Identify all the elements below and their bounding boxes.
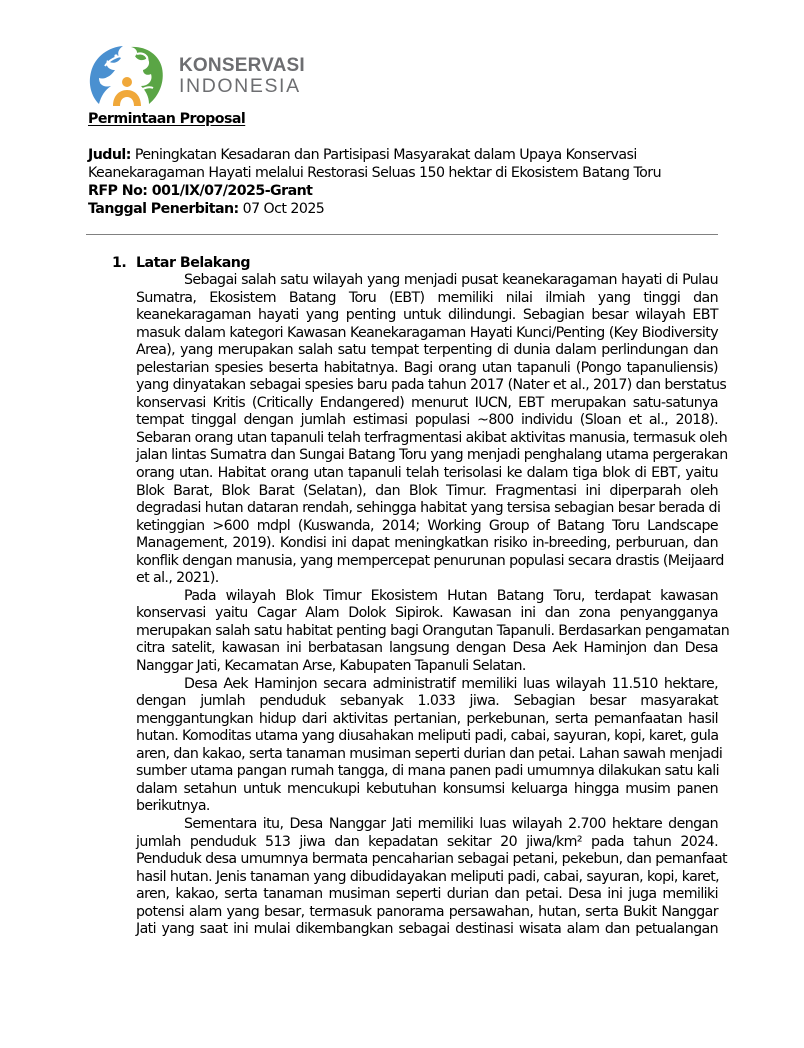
organization-logo <box>87 44 305 110</box>
paragraph-line: aren, kakao, serta tanaman musiman seperti durian dan petai. Desa ini juga memiliki <box>136 886 718 903</box>
logo-text-indonesia: INDONESIA <box>179 75 301 97</box>
paragraph-line: Jati yang saat ini mulai dikembangkan sebagai destinasi wisata alam dan petualangan <box>136 921 718 938</box>
paragraph-line: hutan. Komoditas utama yang diusahakan meliputi padi, cabai, sayuran, kopi, karet, gula <box>136 728 719 745</box>
paragraph-line: Sumatra, Ekosistem Batang Toru (EBT) memiliki nilai ilmiah yang tinggi dan <box>136 289 718 306</box>
paragraph-line: tempat tinggal dengan jumlah estimasi populasi ~800 individu (Sloan et al., 2018). <box>136 412 718 429</box>
paragraph-line: Sebagai salah satu wilayah yang menjadi pusat keanekaragaman hayati di Pulau <box>184 272 718 288</box>
section-body <box>136 272 730 939</box>
title-label: Judul: <box>88 147 131 163</box>
paragraph-line: jumlah penduduk 513 jiwa dan kepadatan sekitar 20 jiwa/km² pada tahun 2024. <box>136 833 718 850</box>
section-number: 1. <box>112 255 127 271</box>
rfp-number: RFP No: 001/IX/07/2025-Grant <box>88 183 313 199</box>
paragraph-line: konservasi yaitu Cagar Alam Dolok Sipirok. Kawasan ini dan zona penyangganya <box>136 605 718 622</box>
paragraph-line: yang dinyatakan sebagai spesies baru pada tahun 2017 (Nater et al., 2017) dan berstatus <box>136 377 727 394</box>
paragraph-line: jalan lintas Sumatra dan Sungai Batang Toru yang menjadi penghalang utama pergerakan <box>136 447 728 464</box>
paragraph-line: Management, 2019). Kondisi ini dapat meningkatkan risiko in-breeding, perburuan, dan <box>136 535 718 552</box>
title-line-2: Keanekaragaman Hayati melalui Restorasi Seluas 150 hektar di Ekosistem Batang Toru <box>88 165 662 181</box>
section-title: Latar Belakang <box>136 255 251 271</box>
paragraph-line: degradasi hutan dataran rendah, sehingga habitat yang tersisa sebagian besar berada di <box>136 500 721 517</box>
paragraph-line: Nanggar Jati, Kecamatan Arse, Kabupaten Tapanuli Selatan. <box>136 658 526 675</box>
document-type-heading: Permintaan Proposal <box>88 111 246 127</box>
paragraph-line: pelestarian spesies beserta habitatnya. Bagi orang utan tapanuli (Pongo tapanuliensis) <box>136 359 718 376</box>
paragraph-line: hasil hutan. Jenis tanaman yang dibudidayakan meliputi padi, cabai, sayuran, kopi, karet, <box>136 868 720 885</box>
issue-date-label: Tanggal Penerbitan: <box>88 201 239 217</box>
paragraph-line: sumber utama pangan rumah tangga, di mana panen padi umumnya dilakukan satu kali <box>136 763 719 780</box>
paragraph-line: Blok Barat, Blok Barat (Selatan), dan Blok Timur. Fragmentasi ini diperparah oleh <box>136 482 718 499</box>
paragraph-line: konservasi Kritis (Critically Endangered) menurut IUCN, EBT merupakan satu-satunya <box>136 394 718 411</box>
paragraph-line: Desa Aek Haminjon secara administratif memiliki luas wilayah 11.510 hektare, <box>184 675 718 692</box>
paragraph-line: Sementara itu, Desa Nanggar Jati memiliki luas wilayah 2.700 hektare dengan <box>184 815 718 832</box>
issue-date <box>88 200 728 218</box>
paragraph-line: orang utan. Habitat orang utan tapanuli telah terisolasi ke dalam tiga blok di EBT, yaitu <box>136 465 718 482</box>
konservasi-emblem-icon <box>87 44 167 110</box>
paragraph-line: Pada wilayah Blok Timur Ekosistem Hutan Batang Toru, terdapat kawasan <box>184 587 718 604</box>
paragraph-line: berikutnya. <box>136 798 210 815</box>
paragraph-line: masuk dalam kategori Kawasan Keanekaragaman Hayati Kunci/Penting (Key Biodiversity <box>136 324 718 341</box>
paragraph-line: Area), yang merupakan salah satu tempat terpenting di dunia dalam perlindungan dan <box>136 342 718 359</box>
logo-wordmark <box>179 56 305 97</box>
paragraph-line: dalam setahun untuk mencukupi kebutuhan konsumsi keluarga hingga musim panen <box>136 780 718 797</box>
paragraph-line: dengan jumlah penduduk sebanyak 1.033 jiwa. Sebagian besar masyarakat <box>136 693 718 710</box>
title-line-1 <box>88 146 728 164</box>
paragraph-line: et al., 2021). <box>136 570 219 587</box>
paragraph-line: konflik dengan manusia, yang mempercepat penurunan populasi secara drastis (Meijaard <box>136 552 724 569</box>
horizontal-divider <box>86 234 718 235</box>
paragraph-line: potensi alam yang besar, termasuk panorama persawahan, hutan, serta Bukit Nanggar <box>136 903 718 920</box>
paragraph-line: Penduduk desa umumnya bermata pencaharian sebagai petani, pekebun, dan pemanfaat <box>136 851 727 868</box>
paragraph-line: merupakan salah satu habitat penting bagi Orangutan Tapanuli. Berdasarkan pengamatan <box>136 622 730 639</box>
paragraph-line: Sebaran orang utan tapanuli telah terfragmentasi akibat aktivitas manusia, termasuk oleh <box>136 429 728 446</box>
paragraph-line: menggantungkan hidup dari aktivitas pertanian, perkebunan, serta pemanfaatan hasil <box>136 710 718 727</box>
paragraph-line: aren, dan kakao, serta tanaman musiman seperti durian dan petai. Lahan sawah menjadi <box>136 745 723 762</box>
paragraph-line: keanekaragaman hayati yang penting untuk dilindungi. Sebagian besar wilayah EBT <box>136 307 718 324</box>
title-text-part1: Peningkatan Kesadaran dan Partisipasi Masyarakat dalam Upaya Konservasi <box>130 147 637 163</box>
paragraph-line: ketinggian >600 mdpl (Kuswanda, 2014; Working Group of Batang Toru Landscape <box>136 517 718 534</box>
logo-text-konservasi: KONSERVASI <box>179 55 305 76</box>
issue-date-value: 07 Oct 2025 <box>238 201 325 217</box>
paragraph-line: citra satelit, kawasan ini berbatasan langsung dengan Desa Aek Haminjon dan Desa <box>136 640 718 657</box>
